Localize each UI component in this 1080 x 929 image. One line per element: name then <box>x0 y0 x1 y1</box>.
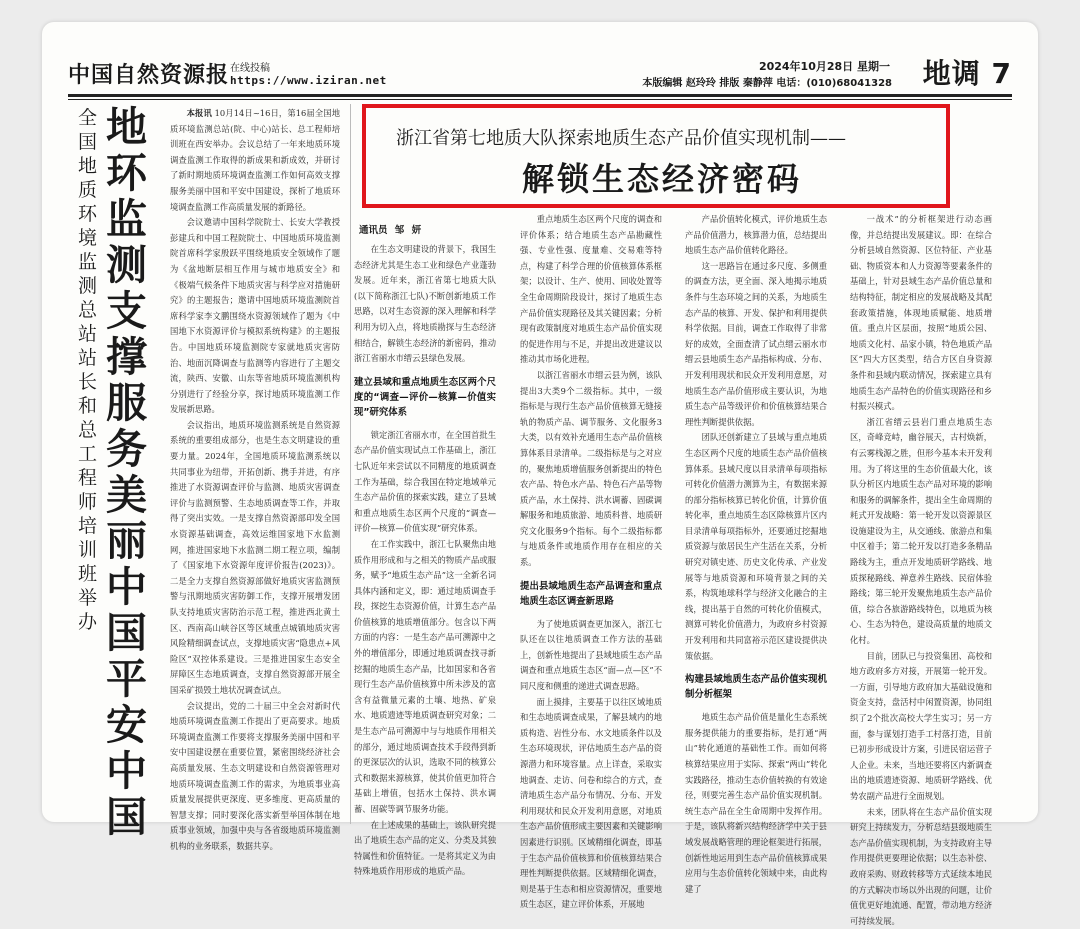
feature-column-3 <box>685 212 827 894</box>
feature-paragraph: 地质生态产品价值是量化生态系统服务提供能力的重要指标，是打通“两山”转化通道的基础性工作。而如何将核算结果应用于实际、探索“两山”转化实践路径，推动生态价值转换的有效途径，则要完善生态产品价值实现机制。统生态产品在全生命周期中发挥作用。于是，该队将新兴结构经济学中关于县域发展战略管理的理论框架进行拓展，创新性地运用到生态产品价值核算成果应用与生态价值转化领域中来，由此构建了 <box>685 712 827 894</box>
feature-paragraph: 一战术”的分析框架进行动态画像，并总结提出发展建议。即：在综合分析县域自然资源、区位特征、产业基础、物质资本和人力资源等要素条件的基础上，针对县域生态产品价值总量和结构特征，制定相应的发展战略及其配套政策措施，体现地质赋能、地质增值。重点片区层面，按照“地质公园、地质文化村、品家小镇，特色地质产品区”四大方区类型，结合方区自身资源条件和县域内联动情况，探索建立具有地质生态产品特色的价值实现路径和乡村振兴模式。 <box>850 214 992 412</box>
feature-paragraph: 目前，团队已与投资集团、高校和地方政府多方对接，开展第一轮开发。一方面，引导地方政府加大基础设施和资金支持，盘活村中闲置资源，协同组织了2个批次高校大学生实习；另一方面，参与谋划打造手工村落打造，目前已初步形成设计方案，引进民宿运营子人企业。未来，当地还要将区内新调查出的地质遗迹资源、地质研学路线、优势农副产品进行全面规划。 <box>850 650 992 801</box>
paper-name: 中国自然资源报 <box>68 62 230 88</box>
issue-date: 2024年10月28日 星期一 <box>758 60 890 73</box>
header-rule-thin <box>68 99 1012 100</box>
feature-byline: 通讯员 邹 妍 <box>359 225 422 236</box>
feature-paragraph: 面上摸排，主要基于以往区域地质和生态地质调查成果，了解县域内的地质构造、岩性分布、水文地质条件以及生态环境现状，评估地质生态产品的资源潜力和环境容量。点上详查，采取实地调查、走访、问卷和综合的方式，查清地质生态产品分布情况、分布、开发利用现状和民众开发利用意愿，对地质生态产品价值形成主要因素和关键影响因素进行识别。区域精细化调查，即基于生态产品价值核算和价值核算结果合理性判断提供依据。区域精细化调查，则是基于生态和相应资源情况，重要地质生态区，建立评价体系，开展地 <box>520 696 662 910</box>
section-title: 地调 7 <box>922 57 1012 90</box>
feature-paragraph: 在上述成果的基础上，该队研究提出了地质生态产品的定义、分类及其独特属性和价值特征。一是将其定义为由特殊地质作用形成的地质产品。 <box>354 819 496 877</box>
feature-paragraph: 产品价值转化模式，评价地质生态产品价值潜力，核算潜力值，总结提出地质生态产品价值转化路径。 <box>685 214 827 256</box>
feature-headline-box <box>362 104 950 208</box>
feature-subheading: 提出县域地质生态产品调查和重点地质生态区调查新思路 <box>520 580 662 607</box>
feature-paragraph: 以浙江省丽水市缙云县为例，该队提出3大类9个二级指标。其中，一级指标是与现行生态产品价值核算无缝接轨的物质产品、调节服务、文化服务3大类，以有效补充通用生态产品价值核算体系目录清单。二级指标是与之对应的，聚焦地质增值服务创新提出的特色农产品、特色水产品、特色石产品等物质产品，水土保持、洪水调蓄、固碳调解服务和地质旅游、地质科普、地质研究文化服务9个指标。每个二级指标都与地质条件或地质作用存在相应的关系。 <box>520 369 662 568</box>
submission-url[interactable]: https://www.iziran.net <box>230 74 387 87</box>
feature-subheading: 建立县域和重点地质生态区两个尺度的“调查—评价—核算—价值实现”研究体系 <box>354 376 496 418</box>
feature-paragraph: 重点地质生态区两个尺度的调查和评价体系；结合地质生态产品勘藏性强、专业性强、度量难、交易难等特点，构建了科学合理的价值核算体系框架；以设计、生产、使用、回收处置等全生命周期阶段设计，探讨了地质生态产品价值实现路径及其关键因素；分析现有政策制度对地质生态产品价值实现的促进作用与不足，并提出改进建议以推动其市场化进程。 <box>520 214 662 365</box>
masthead <box>68 52 1012 94</box>
feature-paragraph: 这一思路旨在通过多尺度、多侧重的调查方法，更全面、深入地揭示地质条件与生态环境之间的关系，为地质生态产品的核算、开发、保护和利用提供科学依据。目前，调查工作取得了非常好的成效，全面查清了试点缙云丽水市缙云县地质生态产品指标构成、分布、开发利用现状和民众开发利用意愿，对地质生态产品价值形成主要认识，为地质生态产品等级评价和价值核算结果合理性判断提供依据。 <box>685 260 827 427</box>
feature-paragraph: 锁定浙江省丽水市，在全国首批生态产品价值实现试点工作基础上，浙江七队近年来尝试以不同精度的地质调查工作为基础，综合我国在特定地域单元生态产品价值的探索实践，建立了县域和重点地质生态区两个尺度的“调查—评价—核算—价值实现”研究体系。 <box>354 429 496 534</box>
feature-column-4 <box>850 212 992 926</box>
newspaper-page <box>42 22 1038 926</box>
left-story-paragraph: 本报讯 10月14日~16日，第16届全国地质环境监测总站(院、中心)站长、总工程师培训班在西安举办。会议总结了一年来地质环境调查监测工作取得的新成果和新成效，并研讨了新时期地质环境调查监测工作如何高效支撑服务美丽中国和平安中国建设，探析了地质环境调查监测工作高质量发展的新路径。 <box>170 108 340 212</box>
online-submission-label: 在线投稿 <box>230 63 270 74</box>
feature-paragraph: 未来，团队将在生态产品价值实现研究上持续发力，分析总结县级地质生态产品价值实现机制，为支持政府主导作用提供更要理论依据；以生态补偿、政府采购、财政转移等方式延续本地民的方式解决市场以外出现的问题，让价值优更好地流通、配置，带动地方经济可持续发展。 <box>850 806 992 926</box>
left-story-paragraph: 会议邀请中国科学院院士、长安大学教授彭建兵和中国工程院院士、中国地质环境监测院首席科学家殷跃平围绕地质安全领域作了题为《盆地断层相互作用与城市地质安全》和《极端气候条件下地质灾害与科学应对措施研究》的主题报告；邀请中国地质环境监测院首席科学家李文鹏围绕水资源领域作了题为《中国地下水资源评价与模拟系统构建》的主题报告。中国地质环境监测院专家就地质灾害防治、地面沉降调查与监测等内容进行了主题交流，陕西、安徽、山东等省地质环境监测机构分别进行了经验分享，探讨地质环境监测工作发展新思路。 <box>170 217 340 415</box>
feature-paragraph: 浙江省缙云县岩门重点地质生态区，奇峰竞峙，幽谷展天，古村焕新，有云雾栈源之胜，但形今基本未开发利用。为了将这里的生态价值最大化，该队分析区内地质生态产品对环境的影响和服务的调解条件，提出全生命周期的耗式开发战略：第一轮开发以资源景区设施建设为主，从交通线、旅游点和集中区着手；第二轮开发以打造多条精品路线为主，重点开发地质研学路线、地质探秘路线、禅意养生路线、民宿体验路线；第三轮开发聚焦地质生态产品价值，综合各旅游路线特色，以地质为核心、生态为特色，建设高质量的地质文化村。 <box>850 416 992 646</box>
left-story-body <box>170 106 340 851</box>
left-story-paragraph: 会议指出，地质环境监测系统是自然资源系统的重要组成部分，也是生态文明建设的重要力量。2024年，全国地质环境监测系统以共同事业为纽带，开拓创新、携手并进，有序推进了水资源调查评价与监测、地质灾害调查评价与监测预警、生态地质调查等工作，并取得了突出实效。一是支撑自然资源部印发全国水资源基础调查，高效运维国家地下水监测网，推进国家地下水监测二期工程立项，编制了《国家地下水资源年度评价报告(2023)》。二是全力支撑自然资源部做好地质灾害监测预警与汛期地质灾害防御工作，支撑开展增发团队支持地质灾害防治示范工程，推进西北黄土区、西南高山峡谷区等区域重点城镇地质灾害风险精细调查试点，支撑地质灾害“隐患点+风险区”双控体系建设。三是推进国家生态安全屏障区生态地质调查，支撑自然资源部开展全国采矿损毁土地状况调查试点。 <box>170 419 340 695</box>
feature-subtitle: 浙江省第七地质大队探索地质生态产品价值实现机制—— <box>396 128 846 149</box>
editor-info: 本版编辑 赵玲玲 排版 秦静萍 电话：(010)68041328 <box>642 78 892 89</box>
feature-paragraph: 在生态文明建设的背景下，我国生态经济尤其是生态工业和绿色产业蓬勃发展。近年来，浙江省第七地质大队(以下简称浙江七队)不断创新地质工作思路，以对生态资源的深入理解和科学利用为切入点，将地质勘探与生态经济相结合，解锁生态经济的新密码，推动浙江省丽水市缙云县绿色发展。 <box>354 244 496 364</box>
left-story-paragraph: 会议提出，党的二十届三中全会对新时代地质环境调查监测工作提出了更高要求。地质环境调查监测工作要将支撑服务美丽中国和平安中国建设摆在重要位置，紧密围绕经济社会高质量发展、生态文明建设和自然资源管理对地质环境调查监测工作的需求，为地质事业高质量发展提供更深度、更多维度、更高质量的智慧支撑；同时要深化落实新型举国体制在地质事业领域，加强中央与各省级地质环境监测机构的业务联系，数据共享。 <box>170 700 340 851</box>
feature-title: 解锁生态经济密码 <box>522 160 803 198</box>
left-story-subtitle: 全国地质环境监测总站站长和总工程师培训班举办 <box>78 107 98 633</box>
feature-paragraph: 在工作实践中，浙江七队聚焦由地质作用形成和与之相关的物质产品或服务，赋予“地质生态产品”这一全新名词具体内涵和定义，即：通过地质调查手段，探挖生态资源价值，计算生态产品价值核算的地质增值部分。包含以下两方面的内容：一是生态产品可溯源中之外的增值部分，即通过地质调查找寻新挖掘的地质生态产品，比如国家和各省现行生态产品价值核算中所未涉及的富含有益微量元素的土壤、地热、矿泉水、地质遗迹等地质调查研究对象；二是生态产品可溯源中与与地质作用相关的部分，通过地质调查技术手段得到新的更深层次的认识，选取不同的核算公式和数据来源核算，使其价值更加符合基础上增值，包括水土保持、洪水调蓄、固碳等调节服务功能。 <box>354 538 496 814</box>
column-divider <box>350 104 351 824</box>
header-rule <box>68 94 1012 97</box>
left-story-title: 地环监测支撑服务美丽中国平安中国 <box>106 103 147 841</box>
feature-subheading: 构建县域地质生态产品价值实现机制分析框架 <box>685 674 827 701</box>
feature-column-2 <box>520 212 662 910</box>
feature-column-1 <box>354 242 496 877</box>
feature-paragraph: 为了使地质调查更加深入，浙江七队还在以往地质调查工作方法的基础上，创新性地提出了县域地质生态产品调查和重点地质生态区“面—点—区”不同尺度和侧重的递进式调查思路。 <box>520 618 662 692</box>
feature-paragraph: 团队还创新建立了县域与重点地质生态区两个尺度的地质生态产品价值核算体系。县域尺度以目录清单每项指标可转化价值潜力测算为主，有数据来源的部分指标核算已转化价值，计算价值转化率，重点地质生态区除核算片区内目录清单每项指标外，还要通过挖掘地质资源与旅居民生产生活在关系，分析研究对镇史迹、历史文化传承、产业发展等与地质资源和环境背景之间的关系，构筑地球科学与经济文化融合的主线，提出基于自然的可转化价值模式，测算可转化价值潜力，为政府乡村资源开发利用和共同富裕示范区建设提供决策依据。 <box>685 432 827 661</box>
dateline-tag: 本报讯 <box>186 108 212 118</box>
